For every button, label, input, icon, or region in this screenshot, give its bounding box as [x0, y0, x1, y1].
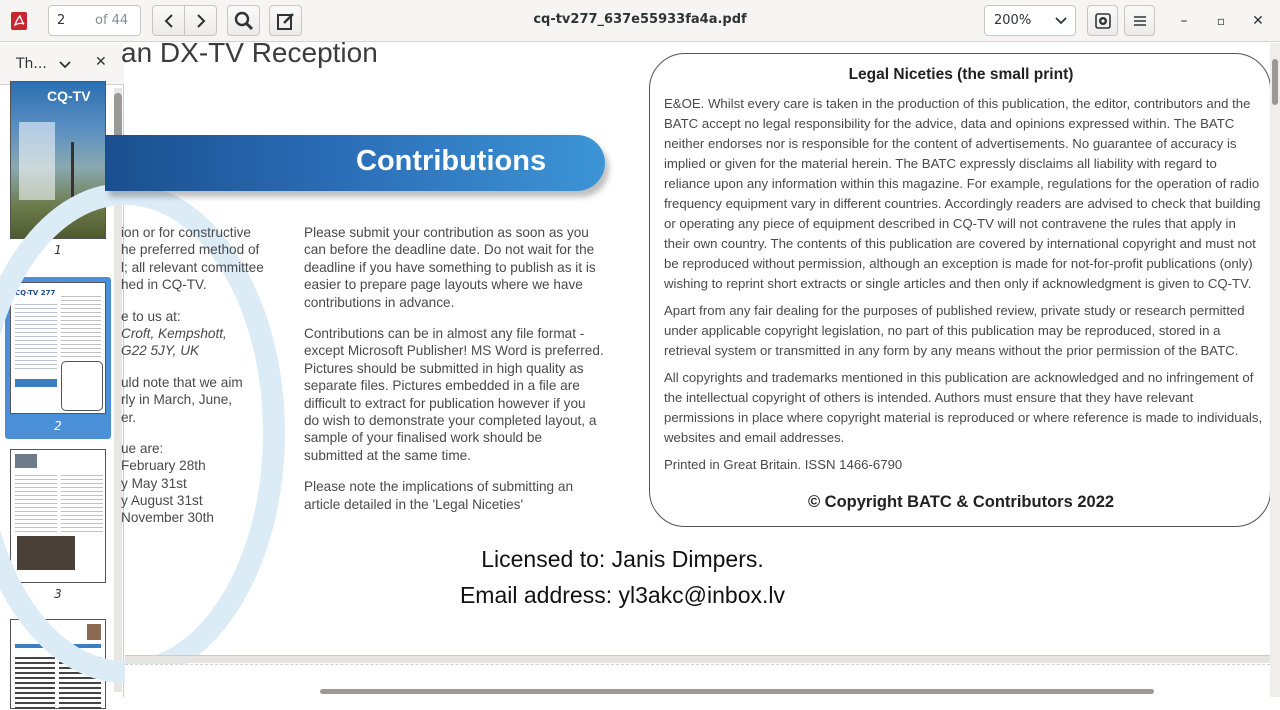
chevron-left-icon	[163, 13, 175, 29]
sidebar-mode-select[interactable]: Th...	[16, 56, 47, 72]
text-line: hed in CQ-TV.	[121, 277, 207, 293]
license-watermark: Licensed to: Janis Dimpers.	[481, 546, 764, 572]
middle-column-text	[304, 224, 604, 527]
paragraph: E&OE. Whilst every care is taken in the production of this publication, the editor, contributors and the BATC accept no legal responsibility for the advice, data and opinions expressed within. The BATC neither endorses nor is responsible for the content of advertisements. No guarantee of accuracy is implied or given for the material herein. The BATC expressly disclaims all liability with regard to reliance upon any information within this magazine. For example, regulations for the operation of radio frequency equipment vary in different countries. Accordingly readers are advised to check that building or operating any piece of equipment described in CQ-TV will not contravene the rules that apply in their own country. The contents of this publication are covered by international copyright and must not be reproduced without permission, although an exception is made for not-for-profit publications (only) wishing to reprint short extracts or single articles and then only if acknowledgment is given to CQ-TV.	[664, 96, 1261, 291]
thumbnail-label: 1	[54, 243, 62, 257]
left-column-text	[121, 224, 281, 527]
copyright-notice: © Copyright BATC & Contributors 2022	[807, 493, 1115, 511]
text-line: he preferred method of	[121, 242, 260, 258]
close-sidebar-button[interactable]: ✕	[95, 54, 107, 70]
thumbnail-label: 2	[54, 419, 62, 433]
page-separator	[125, 655, 1270, 663]
legal-niceties-box	[649, 53, 1271, 527]
pdf-app-icon[interactable]	[10, 11, 28, 31]
text-line: November 30th	[121, 510, 214, 526]
contributions-title: Contributions	[356, 145, 547, 177]
sidebar-scrollbar-thumb[interactable]	[114, 93, 122, 139]
minimize-button[interactable]: –	[1180, 13, 1188, 29]
header-bar	[0, 0, 1280, 42]
search-button[interactable]	[227, 5, 260, 36]
annotate-button[interactable]	[269, 5, 302, 36]
pdf-page	[121, 37, 1270, 655]
text-line: ue are:	[121, 440, 164, 456]
sidebar-header	[0, 43, 124, 85]
vertical-scrollbar-thumb[interactable]	[1272, 59, 1278, 105]
thumbnail-label: 3	[54, 587, 62, 601]
text-line: rly in March, June,	[121, 392, 233, 408]
search-icon	[234, 11, 254, 31]
text-line: ion or for constructive	[121, 225, 251, 240]
paragraph: Apart from any fair dealing for the purposes of published review, private study or research permitted under applicable copyright legislation, no part of this publication may be reproduced, stored in a retrieval system or transmitted in any form by any means without the prior permission of the BATC.	[664, 303, 1245, 358]
page-2-preview: CQ-TV 277	[10, 282, 106, 414]
gear-icon	[1094, 12, 1112, 30]
next-page-button[interactable]	[184, 5, 217, 36]
text-line: Croft, Kempshott,	[121, 325, 227, 341]
article-heading: an DX-TV Reception	[121, 37, 378, 68]
close-window-button[interactable]: ✕	[1252, 13, 1264, 29]
text-line: G22 5JY, UK	[121, 343, 200, 359]
paragraph: Contributions can be in almost any file format - except Microsoft Publisher! MS Word is preferred. Pictures should be submitted in high quality as separate files. Pictures embedded in a file are difficult to extract for publication however if you do wish to demonstrate your completed layout, a sample of your finalised work should be submitted at the same time.	[304, 326, 604, 463]
text-line: uld note that we aim	[121, 374, 243, 390]
zoom-value: 200%	[994, 13, 1032, 28]
page-number-input[interactable]	[48, 5, 88, 36]
legal-title: Legal Niceties (the small print)	[848, 66, 1074, 83]
email-watermark: Email address: yl3akc@inbox.lv	[459, 582, 786, 608]
page-1-preview: CQ-TV	[10, 81, 106, 239]
paragraph: Please submit your contribution as soon as you can before the deadline date. Do not wait for the deadline if you have something to publish as it is easier to prepare page layouts where we have contributions in advance.	[304, 225, 596, 310]
document-view[interactable]	[121, 37, 1280, 697]
previous-page-button[interactable]	[152, 5, 185, 36]
edit-pencil-icon	[276, 11, 296, 31]
text-line: y August 31st	[121, 493, 203, 509]
vertical-scrollbar[interactable]	[1270, 43, 1280, 697]
text-line: er.	[121, 409, 137, 425]
horizontal-scrollbar-thumb[interactable]	[320, 689, 1154, 694]
document-title: cq-tv277_637e55933fa4a.pdf	[533, 12, 747, 27]
hamburger-menu-icon	[1133, 15, 1147, 27]
legal-body	[664, 94, 1264, 482]
text-line: l; all relevant committee	[121, 259, 264, 275]
maximize-button[interactable]: ▫	[1216, 14, 1226, 28]
text-line: February 28th	[121, 458, 206, 474]
zoom-select[interactable]	[984, 5, 1076, 36]
text-line: e to us at:	[121, 308, 181, 324]
settings-button[interactable]	[1087, 5, 1118, 36]
paragraph: Please note the implications of submitting an article detailed in the 'Legal Niceties'	[304, 479, 574, 512]
paragraph: All copyrights and trademarks mentioned in this publication are acknowledged and no infringement of the intellectual copyright of others is intended. Authors must ensure that they have relevant permissions in place where copyright material is reproduced or where reference is made to individuals, websites and email addresses.	[664, 370, 1263, 445]
page-total-label: of 44	[87, 5, 141, 36]
paragraph: Printed in Great Britain. ISSN 1466-6790	[664, 457, 903, 472]
chevron-right-icon	[195, 13, 207, 29]
chevron-down-icon[interactable]	[58, 57, 72, 71]
chevron-down-icon	[1054, 13, 1068, 27]
main-menu-button[interactable]	[1124, 5, 1155, 36]
text-line: y May 31st	[121, 475, 187, 491]
